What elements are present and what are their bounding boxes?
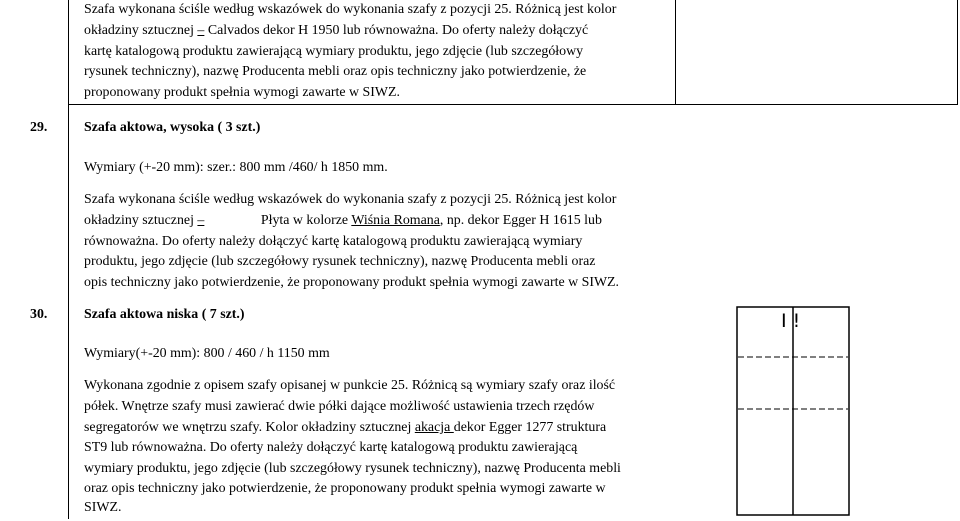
table-left-border <box>68 0 69 519</box>
section-28-line-3: kartę katalogową produktu zawierającą wymiary produktu, jego zdjęcie (lub szczegółowy <box>84 44 584 59</box>
table-right-border <box>957 0 958 104</box>
table-middle-border <box>675 0 676 104</box>
item-30-desc-line-3-u: akacja <box>414 420 454 435</box>
section-28-line-2-b: Calvados dekor H 1950 lub równoważna. <box>204 23 439 38</box>
item-29-desc-line-2 <box>84 213 602 229</box>
item-30-desc-line-3 <box>84 420 606 436</box>
row-separator <box>68 104 958 105</box>
item-30-desc-line-3-b: dekor Egger 1277 struktura <box>453 420 607 435</box>
section-28-line-2-a: okładziny sztucznej <box>84 23 198 38</box>
item-29-desc-line-2-c: , np. dekor Egger H 1615 lub <box>439 213 602 228</box>
item-30-desc-line-2: półek. Wnętrze szafy musi zawierać dwie półki dające możliwość ustawienia trzech rzędów <box>84 399 595 414</box>
cabinet-drawing-svg <box>736 306 850 516</box>
item-29-desc-line-2-dash: – <box>197 213 205 228</box>
item-30-desc-line-6: oraz opis techniczny jako potwierdzenie, że proponowany produkt spełnia wymogi zawarte w <box>84 481 606 496</box>
door-handles-glyph: I ! <box>781 310 801 332</box>
item-30-desc-line-7: SIWZ. <box>84 500 122 515</box>
section-28-line-4: rysunek techniczny), nazwę Producenta mebli oraz opis techniczny jako potwierdzenie, że <box>84 64 587 79</box>
section-28-line-2-c: Do oferty należy dołączyć <box>438 23 589 38</box>
item-29-desc-line-5: opis techniczny jako potwierdzenie, że proponowany produkt spełnia wymogi zawarte w SIWZ. <box>84 275 620 290</box>
item-29-desc-line-2-a: okładziny sztucznej <box>84 213 194 228</box>
item-30-desc-line-4: ST9 lub równoważna. Do oferty należy dołączyć kartę katalogową produktu zawierającą <box>84 440 578 455</box>
item-29-desc-line-1: Szafa wykonana ściśle według wskazówek do wykonania szafy z pozycji 25. Różnicą jest kolor <box>84 192 617 207</box>
item-29-desc-line-3: równoważna. Do oferty należy dołączyć kartę katalogową produktu zawierającą wymiary <box>84 234 583 249</box>
item-29-dimensions: Wymiary (+-20 mm): szer.: 800 mm /460/ h 1850 mm. <box>84 160 388 175</box>
item-30-desc-line-5: wymiary produktu, jego zdjęcie (lub szczegółowy rysunek techniczny), nazwę Producenta mebli <box>84 461 621 476</box>
item-29-desc-line-2-u: Wiśnia Romana <box>351 213 440 228</box>
item-29-desc-line-2-b: Płyta w kolorze <box>260 213 352 228</box>
section-28-line-5: proponowany produkt spełnia wymogi zawarte w SIWZ. <box>84 85 400 100</box>
item-30-desc-line-3-a: segregatorów we wnętrzu szafy. Kolor okładziny sztucznej <box>84 420 415 435</box>
cabinet-drawing <box>736 306 850 516</box>
item-29-title: Szafa aktowa, wysoka ( 3 szt.) <box>84 120 261 135</box>
section-28-line-2-dash: – <box>197 23 205 38</box>
section-28-line-2 <box>84 23 588 39</box>
item-29-desc-line-4: produktu, jego zdjęcie (lub szczegółowy rysunek techniczny), nazwę Producenta mebli oraz <box>84 254 596 269</box>
item-29-number: 29. <box>30 120 48 135</box>
item-30-desc-line-1: Wykonana zgodnie z opisem szafy opisanej w punkcie 25. Różnicą są wymiary szafy oraz ilość <box>84 378 616 393</box>
item-30-title: Szafa aktowa niska ( 7 szt.) <box>84 307 245 322</box>
item-30-number: 30. <box>30 307 48 322</box>
section-28-line-1: Szafa wykonana ściśle według wskazówek do wykonania szafy z pozycji 25. Różnicą jest kolor <box>84 2 617 17</box>
item-30-dimensions: Wymiary(+-20 mm): 800 / 460 / h 1150 mm <box>84 346 330 361</box>
